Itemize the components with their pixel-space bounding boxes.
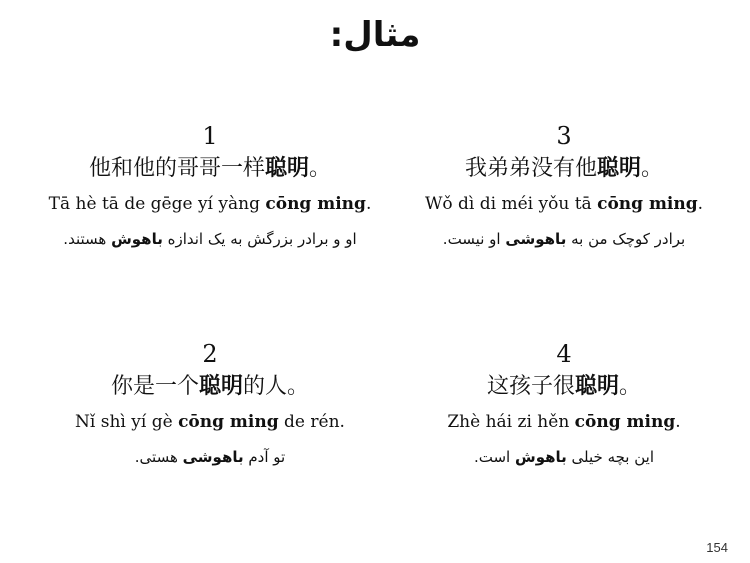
- persian-translation: [384, 440, 744, 474]
- persian-text-end: او نیست.: [442, 230, 506, 248]
- chinese-keyword: 聪明: [574, 374, 619, 399]
- pinyin-sentence: [384, 404, 744, 440]
- chinese-text-end: 。: [641, 156, 664, 181]
- chinese-text-end: 的人。: [243, 374, 310, 399]
- persian-text-end: است.: [473, 448, 515, 466]
- pinyin-keyword: cōng ming: [597, 194, 698, 214]
- chinese-text-end: 。: [619, 374, 642, 399]
- persian-text: تو آدم: [243, 448, 286, 466]
- pinyin-sentence: [30, 186, 390, 222]
- chinese-keyword: 聪明: [596, 156, 641, 181]
- example-number: 1: [202, 122, 218, 150]
- example-1: [30, 120, 390, 256]
- example-4: [384, 338, 744, 474]
- chinese-keyword: 聪明: [264, 156, 309, 181]
- persian-text-end: هستی.: [134, 448, 183, 466]
- persian-keyword: باهوشی: [182, 448, 244, 466]
- persian-keyword: باهوش: [111, 230, 163, 248]
- persian-translation: [30, 440, 390, 474]
- persian-text: این بچه خیلی: [566, 448, 655, 466]
- pinyin-text-end: .: [675, 412, 681, 432]
- persian-text: او و برادر بزرگش به یک اندازه: [162, 230, 357, 248]
- example-3: [384, 120, 744, 256]
- pinyin-text-end: .: [365, 194, 372, 214]
- example-2: [30, 338, 390, 474]
- pinyin-text: Wǒ dì di méi yǒu tā: [424, 194, 598, 214]
- persian-translation: [384, 222, 744, 256]
- chinese-keyword: 聪明: [198, 374, 243, 399]
- chinese-text-end: 。: [309, 156, 332, 181]
- page-number: 154: [706, 540, 728, 555]
- chinese-sentence: [384, 152, 744, 186]
- persian-text: برادر کوچک من به: [566, 230, 686, 248]
- pinyin-text-end: de rén.: [278, 412, 345, 432]
- page-title: مثال:: [329, 15, 421, 55]
- chinese-text: 他和他的哥哥一样: [88, 156, 265, 181]
- persian-keyword: باهوش: [515, 448, 567, 466]
- pinyin-sentence: [30, 404, 390, 440]
- example-number: 2: [202, 340, 218, 368]
- pinyin-keyword: cōng ming: [178, 412, 279, 432]
- chinese-text: 我弟弟没有他: [464, 156, 597, 181]
- pinyin-sentence: [384, 186, 744, 222]
- chinese-sentence: [30, 370, 390, 404]
- persian-keyword: باهوشی: [505, 230, 567, 248]
- pinyin-text: Tā hè tā de gēge yí yàng: [48, 194, 266, 214]
- pinyin-text-end: .: [697, 194, 704, 214]
- chinese-sentence: [30, 152, 390, 186]
- persian-translation: [30, 222, 390, 256]
- pinyin-keyword: cōng ming: [574, 412, 676, 432]
- chinese-text: 这孩子很: [486, 374, 575, 399]
- chinese-text: 你是一个: [110, 374, 199, 399]
- pinyin-text: Zhè hái zi hěn: [447, 412, 575, 432]
- chinese-sentence: [384, 370, 744, 404]
- example-number: 4: [556, 340, 572, 368]
- pinyin-text: Nǐ shì yí gè: [75, 412, 179, 432]
- persian-text-end: هستند.: [63, 230, 112, 248]
- pinyin-keyword: cōng ming: [265, 194, 366, 214]
- example-number: 3: [556, 122, 572, 150]
